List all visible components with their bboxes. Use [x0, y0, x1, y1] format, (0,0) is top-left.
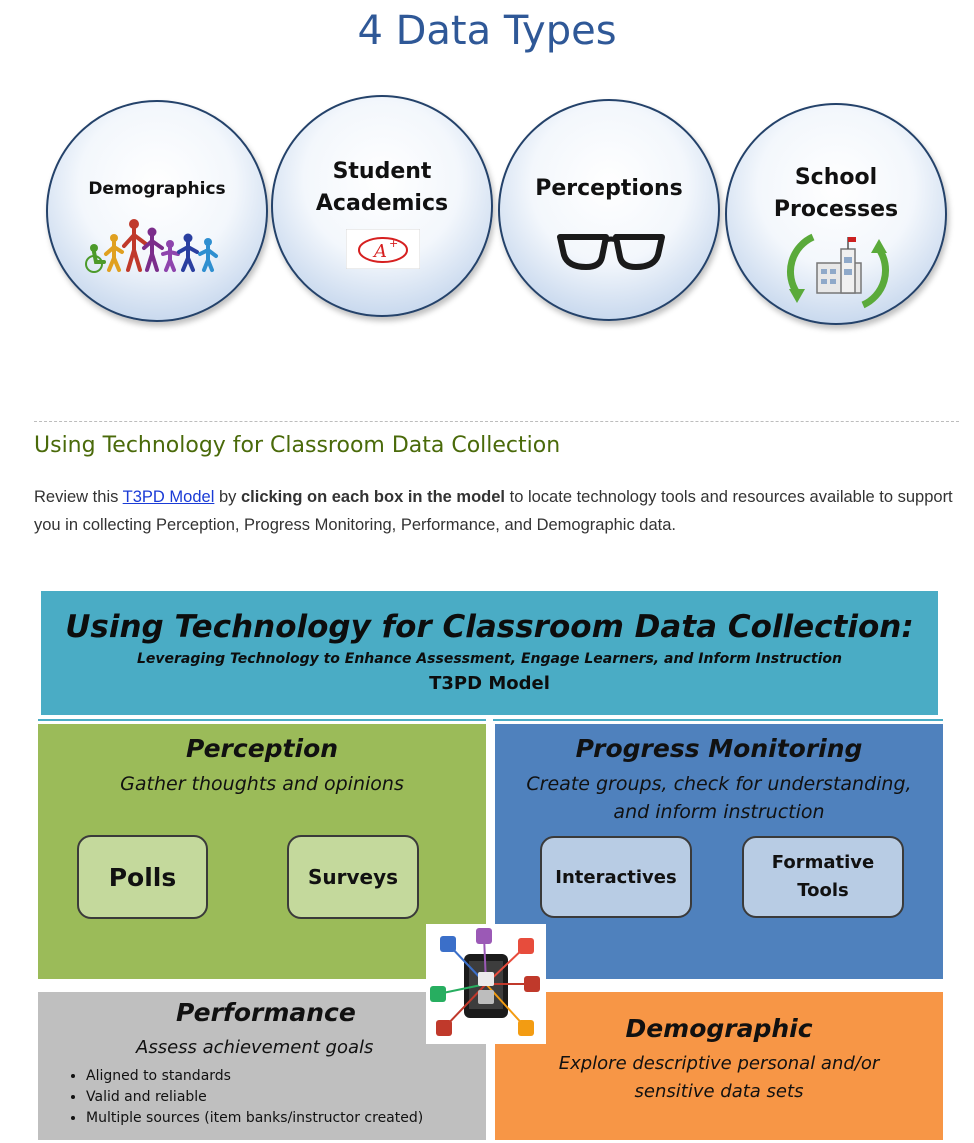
demographic-title: Demographic: [625, 1014, 813, 1043]
header-divider-left: [38, 719, 486, 721]
intro-text-3: to locate technology tools and resources available to support you in collecting Perception, Progress Monitoring, Performance, and Demographic data.: [34, 488, 953, 534]
formative-tools-button[interactable]: [742, 836, 904, 918]
progress-monitoring-subtitle-line1: Create groups, check for understanding,: [526, 773, 912, 795]
svg-text:A: A: [374, 241, 387, 262]
intro-paragraph: [34, 483, 954, 539]
svg-text:+: +: [389, 237, 399, 250]
school-processes-circle: [725, 103, 947, 325]
student-academics-label-line1: Student: [332, 159, 432, 184]
performance-bullet: • Valid and reliable: [86, 1087, 423, 1108]
model-title: Using Technology for Classroom Data Collection:: [65, 609, 914, 645]
progress-monitoring-subtitle-line2: and inform instruction: [613, 801, 825, 823]
interactives-button[interactable]: Interactives: [540, 836, 692, 918]
performance-box[interactable]: [38, 992, 486, 1140]
polls-button[interactable]: Polls: [77, 835, 208, 919]
demographics-circle: [46, 100, 268, 322]
hub-image: [426, 924, 546, 1044]
section-heading: Using Technology for Classroom Data Collection: [34, 433, 561, 458]
demographic-subtitle-line2: sensitive data sets: [634, 1081, 804, 1102]
t3pd-model-link[interactable]: T3PD Model: [122, 488, 215, 506]
intro-bold-text: clicking on each box in the model: [240, 488, 506, 506]
intro-text-1: Review this: [34, 488, 123, 506]
model-name: T3PD Model: [429, 673, 550, 694]
perception-box[interactable]: [38, 724, 486, 979]
performance-bullet: • Multiple sources (item banks/instructor created): [86, 1108, 423, 1129]
school-cycle-icon: [783, 231, 893, 311]
performance-subtitle: Assess achievement goals: [136, 1037, 374, 1058]
school-processes-label-line1: School: [794, 165, 878, 190]
performance-title: Performance: [176, 998, 356, 1027]
family-people-icon: [82, 214, 232, 274]
perceptions-circle: [498, 99, 720, 321]
section-divider: [34, 421, 959, 422]
performance-bullet: • Aligned to standards: [86, 1066, 423, 1087]
formative-tools-label-line2: Tools: [797, 880, 849, 901]
a-plus-grade-icon: [346, 229, 420, 269]
page-title: 4 Data Types: [357, 8, 617, 54]
perception-title: Perception: [185, 734, 339, 763]
demographic-subtitle-line1: Explore descriptive personal and/or: [558, 1053, 880, 1074]
demographics-label: Demographics: [88, 179, 226, 199]
formative-tools-label-line1: Formative: [771, 852, 875, 873]
model-header: [41, 591, 938, 715]
demographic-box[interactable]: [495, 992, 943, 1140]
perception-subtitle: Gather thoughts and opinions: [120, 773, 404, 795]
school-processes-label-line2: Processes: [773, 197, 899, 222]
student-academics-circle: [271, 95, 493, 317]
eyeglasses-icon: [556, 231, 666, 271]
model-subtitle: Leveraging Technology to Enhance Assessment, Engage Learners, and Inform Instruction: [136, 651, 843, 667]
progress-monitoring-title: Progress Monitoring: [575, 734, 863, 763]
intro-text-2: by: [214, 488, 241, 506]
performance-bullets: [68, 1066, 423, 1129]
surveys-button[interactable]: Surveys: [287, 835, 419, 919]
progress-monitoring-box[interactable]: [495, 724, 943, 979]
header-divider-right: [493, 719, 943, 721]
smartphone-apps-icon: [426, 924, 546, 1044]
student-academics-label-line2: Academics: [315, 191, 449, 216]
perceptions-label: Perceptions: [535, 176, 683, 201]
